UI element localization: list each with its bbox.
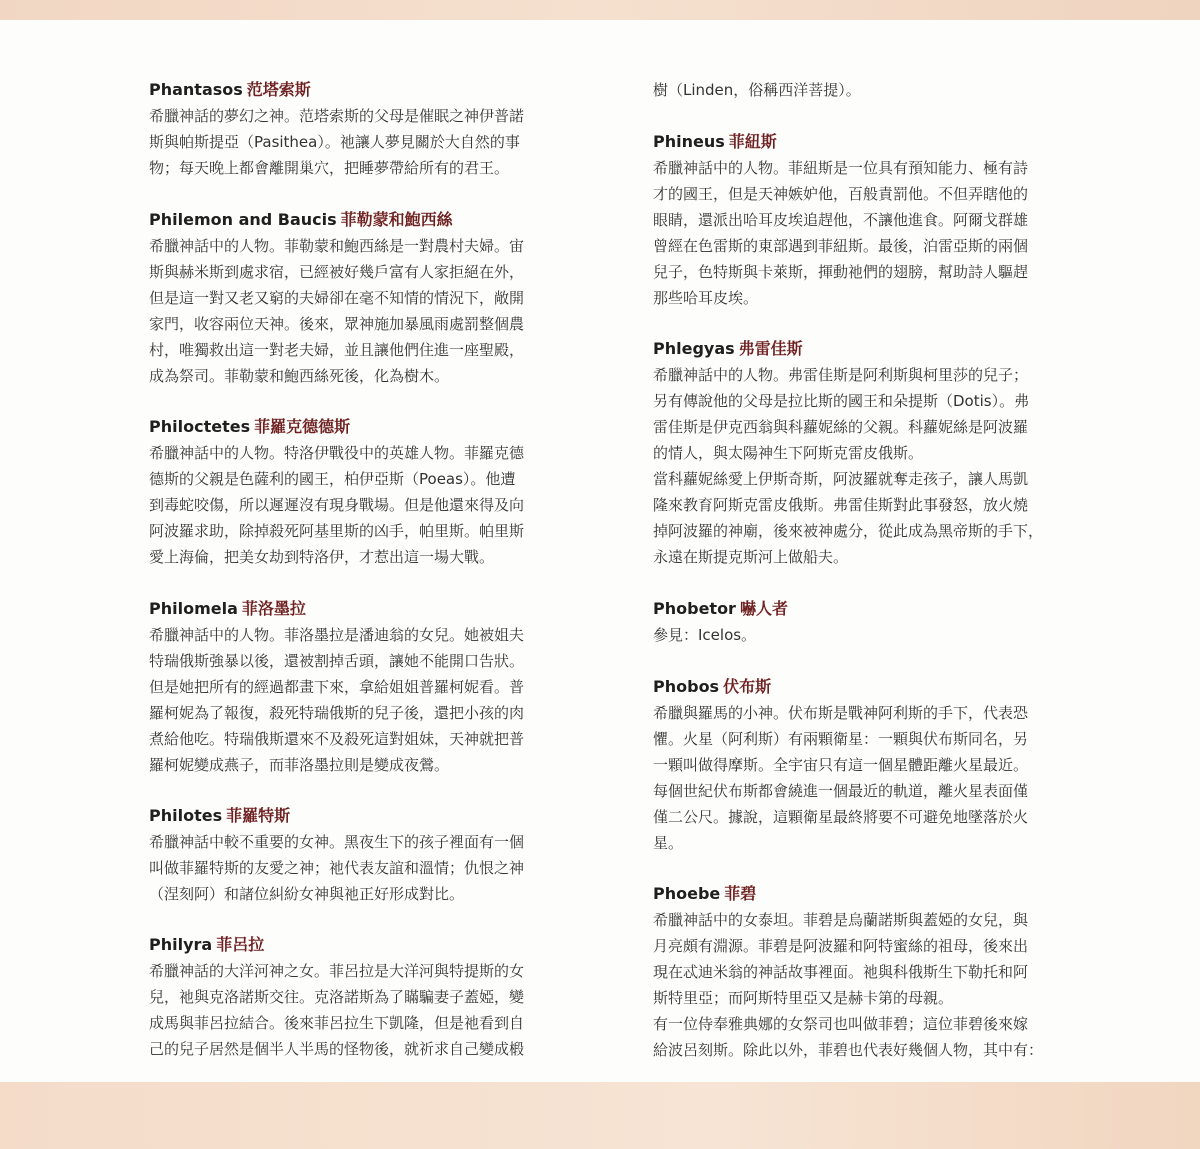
entry-text-line: 希臘神話中的人物。菲洛墨拉是潘迪翁的女兒。她被姐夫 xyxy=(149,626,525,644)
entry-text-line: 僅二公尺。據說，這顆衛星最終將要不可避免地墜落於火 xyxy=(653,808,1029,826)
entry-heading xyxy=(149,932,609,958)
entry-heading xyxy=(653,881,1113,907)
entry-phobetor xyxy=(653,596,1113,648)
entry-name-zh: 菲呂拉 xyxy=(216,935,265,954)
entry-text-line: （涅刻阿）和諸位糾紛女神與祂正好形成對比。 xyxy=(149,885,465,903)
entry-heading xyxy=(653,336,1113,362)
entry-name-zh: 菲羅克德德斯 xyxy=(254,417,351,436)
entry-phantasos xyxy=(149,77,609,181)
entry-name-en: Phlegyas xyxy=(653,339,735,358)
entry-name-en: Phineus xyxy=(653,132,725,151)
entry-text-line: 村，唯獨救出這一對老夫婦，並且讓他們住進一座聖殿， xyxy=(149,341,525,359)
entry-text-line: 希臘神話中的人物。特洛伊戰役中的英雄人物。菲羅克德 xyxy=(149,444,525,462)
entry-text-line: 眼睛，還派出哈耳皮埃追趕他，不讓他進食。阿爾戈群雄 xyxy=(653,211,1029,229)
entry-text-line: 月亮頗有淵源。菲碧是阿波羅和阿特蜜絲的祖母，後來出 xyxy=(653,937,1029,955)
entry-text-line: 樹（Linden，俗稱西洋菩提）。 xyxy=(653,81,861,99)
entry-text-line: 德斯的父親是色薩利的國王，柏伊亞斯（Poeas）。他遭 xyxy=(149,470,516,488)
entry-phlegyas xyxy=(653,336,1113,570)
entry-text-line: 但是她把所有的經過都畫下來，拿給姐姐普羅柯妮看。普 xyxy=(149,678,525,696)
entry-text-line: 希臘神話中的人物。菲勒蒙和鮑西絲是一對農村夫婦。宙 xyxy=(149,237,525,255)
entry-philotes xyxy=(149,803,609,907)
entry-name-zh: 菲紐斯 xyxy=(728,132,777,151)
entry-text-line: 希臘神話中的人物。弗雷佳斯是阿利斯與柯里莎的兒子； xyxy=(653,366,1029,384)
entry-name-zh: 弗雷佳斯 xyxy=(738,339,803,358)
entry-text-line: 希臘神話的大洋河神之女。菲呂拉是大洋河與特提斯的女 xyxy=(149,962,525,980)
entry-text-line: 才的國王，但是天神嫉妒他，百般責罰他。不但弄瞎他的 xyxy=(653,185,1029,203)
entry-text-line: 阿波羅求助，除掉殺死阿基里斯的凶手，帕里斯。帕里斯 xyxy=(149,522,525,540)
entry-text-line: 羅柯妮為了報復，殺死特瑞俄斯的兒子後，還把小孩的肉 xyxy=(149,704,525,722)
entry-heading xyxy=(149,803,609,829)
entry-philyra xyxy=(149,932,609,1062)
entry-text-line: 叫做菲羅特斯的友愛之神；祂代表友誼和溫情；仇恨之神 xyxy=(149,859,525,877)
entry-name-en: Philyra xyxy=(149,935,213,954)
entry-heading xyxy=(653,674,1113,700)
entry-text-line: 一顆叫做得摩斯。全宇宙只有這一個星體距離火星最近。 xyxy=(653,756,1029,774)
entry-text-line: 希臘神話中的女泰坦。菲碧是烏蘭諾斯與蓋婭的女兒，與 xyxy=(653,911,1029,929)
entry-name-zh: 范塔索斯 xyxy=(246,80,311,99)
entry-text-line: 兒子，色特斯與卡萊斯，揮動祂們的翅膀，幫助詩人驅趕 xyxy=(653,263,1029,281)
entry-phineus xyxy=(653,129,1113,311)
entry-heading xyxy=(149,596,609,622)
entry-name-zh: 菲洛墨拉 xyxy=(241,599,306,618)
entry-name-en: Philotes xyxy=(149,806,223,825)
bottom-paper-band xyxy=(0,1082,1200,1149)
entry-name-en: Phoebe xyxy=(653,884,721,903)
entry-name-en: Philoctetes xyxy=(149,417,251,436)
entry-name-en: Philemon and Baucis xyxy=(149,210,337,229)
entry-text-line: 永遠在斯提克斯河上做船夫。 xyxy=(653,548,849,566)
top-paper-band xyxy=(0,0,1200,20)
entry-philemon-and-baucis xyxy=(149,207,609,389)
entry-text-line: 星。 xyxy=(653,834,684,852)
entry-text-line: 那些哈耳皮埃。 xyxy=(653,289,759,307)
entry-text-line: 現在忒迪米翁的神話故事裡面。祂與科俄斯生下勒托和阿 xyxy=(653,963,1029,981)
entry-text-line: 己的兒子居然是個半人半馬的怪物後，就祈求自己變成椴 xyxy=(149,1040,525,1058)
entry-text-line: 家門，收容兩位天神。後來，眾神施加暴風雨處罰整個農 xyxy=(149,315,525,333)
entry-text-line: 煮給他吃。特瑞俄斯還來不及殺死這對姐妹，天神就把普 xyxy=(149,730,525,748)
entry-text-line: 成馬與菲呂拉結合。後來菲呂拉生下凱隆，但是祂看到自 xyxy=(149,1014,525,1032)
entry-text-line: 羅柯妮變成燕子，而菲洛墨拉則是變成夜鶯。 xyxy=(149,756,450,774)
entry-text-line: 給波呂刻斯。除此以外，菲碧也代表好幾個人物，其中有： xyxy=(653,1041,1044,1059)
entry-text-line: 希臘神話中較不重要的女神。黑夜生下的孩子裡面有一個 xyxy=(149,833,525,851)
entry-name-en: Phantasos xyxy=(149,80,243,99)
entry-phoebe xyxy=(653,881,1113,1063)
entry-name-zh: 伏布斯 xyxy=(723,677,772,696)
entry-name-zh: 菲羅特斯 xyxy=(226,806,291,825)
entry-text-line: 成為祭司。菲勒蒙和鮑西絲死後，化為樹木。 xyxy=(149,367,450,385)
entry-heading xyxy=(653,129,1113,155)
entry-philomela xyxy=(149,596,609,778)
entry-name-en: Philomela xyxy=(149,599,238,618)
entry-heading xyxy=(653,596,1113,622)
entry-text-line: 物；每天晚上都會離開巢穴，把睡夢帶給所有的君王。 xyxy=(149,159,510,177)
entry-text-line: 斯與赫米斯到處求宿，已經被好幾戶富有人家拒絕在外， xyxy=(149,263,525,281)
entry-text-line: 隆來教育阿斯克雷皮俄斯。弗雷佳斯對此事發怒，放火燒 xyxy=(653,496,1029,514)
entry-text-line: 雷佳斯是伊克西翁與科蘿妮絲的父親。科蘿妮絲是阿波羅 xyxy=(653,418,1029,436)
entry-name-en: Phobos xyxy=(653,677,720,696)
entry-heading xyxy=(149,77,609,103)
entry-heading xyxy=(149,207,609,233)
entry-text-line: 希臘神話中的人物。菲紐斯是一位具有預知能力、極有詩 xyxy=(653,159,1029,177)
entry-text-line: 但是這一對又老又窮的夫婦卻在毫不知情的情況下，敞開 xyxy=(149,289,525,307)
entry-name-en: Phobetor xyxy=(653,599,736,618)
entry-heading xyxy=(149,414,609,440)
entry-phobos xyxy=(653,674,1113,856)
entry-text-line: 特瑞俄斯強暴以後，還被割掉舌頭，讓她不能開口告狀。 xyxy=(149,652,525,670)
entry-text-line: 曾經在色雷斯的東部遇到菲紐斯。最後，泊雷亞斯的兩個 xyxy=(653,237,1029,255)
entry-name-zh: 嚇人者 xyxy=(739,599,788,618)
entry-philoctetes xyxy=(149,414,609,570)
entry-text-line: 希臘與羅馬的小神。伏布斯是戰神阿利斯的手下，代表恐 xyxy=(653,704,1029,722)
entry-text-line: 希臘神話的夢幻之神。范塔索斯的父母是催眠之神伊普諾 xyxy=(149,107,525,125)
entry-text-line: 參見：Icelos。 xyxy=(653,626,757,644)
entry-text-line: 愛上海倫，把美女劫到特洛伊，才惹出這一場大戰。 xyxy=(149,548,495,566)
entry-text-line: 到毒蛇咬傷，所以遲遲沒有現身戰場。但是他還來得及向 xyxy=(149,496,525,514)
entry-text-line: 懼。火星（阿利斯）有兩顆衛星：一顆與伏布斯同名，另 xyxy=(653,730,1029,748)
entry-name-zh: 菲勒蒙和鮑西絲 xyxy=(340,210,453,229)
entry-text-line: 每個世紀伏布斯都會繞進一個最近的軌道，離火星表面僅 xyxy=(653,782,1029,800)
entry-text-line: 的情人，與太陽神生下阿斯克雷皮俄斯。 xyxy=(653,444,924,462)
entry-text-line: 斯與帕斯提亞（Pasithea）。祂讓人夢見關於大自然的事 xyxy=(149,133,520,151)
entry-name-zh: 菲碧 xyxy=(724,884,757,903)
entry-text-line: 當科蘿妮絲愛上伊斯奇斯，阿波羅就奪走孩子，讓人馬凱 xyxy=(653,470,1029,488)
entry-text-line: 有一位侍奉雅典娜的女祭司也叫做菲碧；這位菲碧後來嫁 xyxy=(653,1015,1029,1033)
entry-text-line: 兒，祂與克洛諾斯交往。克洛諾斯為了瞞騙妻子蓋婭，變 xyxy=(149,988,525,1006)
entry-text-line: 另有傳說他的父母是拉比斯的國王和朵提斯（Dotis）。弗 xyxy=(653,392,1030,410)
entry-text-line: 斯特里亞；而阿斯特里亞又是赫卡第的母親。 xyxy=(653,989,954,1007)
entry-continued xyxy=(653,77,1113,103)
entry-text-line: 掉阿波羅的神廟，後來被神處分，從此成為黑帝斯的手下， xyxy=(653,522,1044,540)
